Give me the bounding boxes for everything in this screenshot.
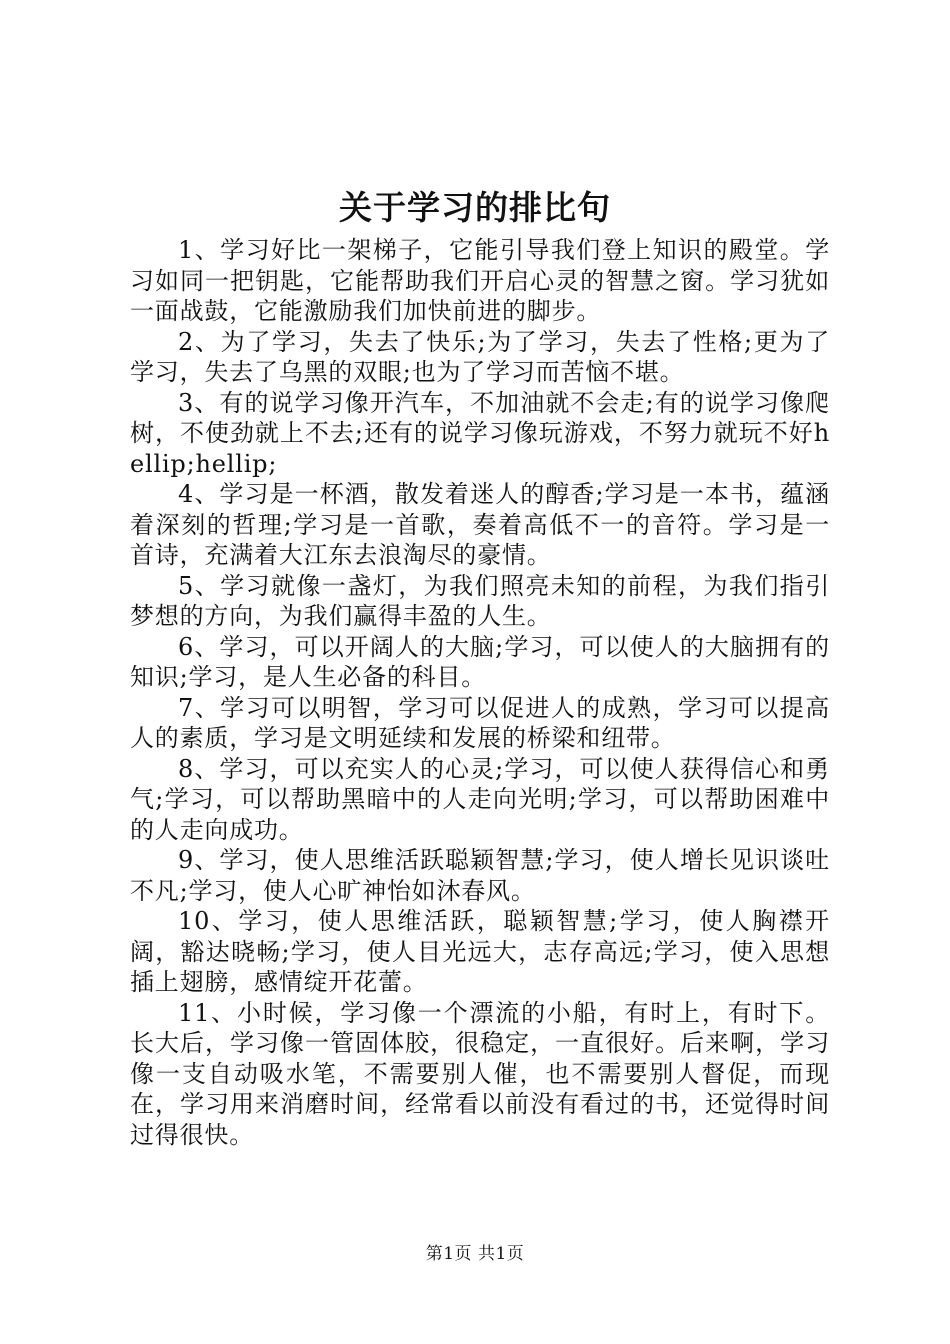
paragraph-11: 11、小时候，学习像一个漂流的小船，有时上，有时下。长大后，学习像一管固体胶，很稳定，一直很好。后来啊，学习像一支自动吸水笔，不需要别人催，也不需要别人督促，而现在，学习用来消磨时间，经常看以前没有看过的书，还觉得时间过得很快。: [130, 998, 830, 1149]
document-body: [130, 235, 830, 1150]
paragraph-4: 4、学习是一杯酒，散发着迷人的醇香;学习是一本书，蕴涵着深刻的哲理;学习是一首歌，奏着高低不一的音符。学习是一首诗，充满着大江东去浪淘尽的豪情。: [130, 480, 830, 569]
page-footer: 第1页 共1页: [425, 1244, 525, 1264]
paragraph-2: 2、为了学习，失去了快乐;为了学习，失去了性格;更为了学习，失去了乌黑的双眼;也为了学习而苦恼不堪。: [130, 327, 830, 386]
paragraph-5: 5、学习就像一盏灯，为我们照亮未知的前程，为我们指引梦想的方向，为我们赢得丰盈的人生。: [130, 571, 830, 630]
paragraph-6: 6、学习，可以开阔人的大脑;学习，可以使人的大脑拥有的知识;学习，是人生必备的科目。: [130, 632, 830, 691]
paragraph-3: 3、有的说学习像开汽车，不加油就不会走;有的说学习像爬树，不使劲就上不去;还有的说学习像玩游戏，不努力就玩不好hellip;hellip;: [130, 388, 830, 478]
paragraph-1: 1、学习好比一架梯子，它能引导我们登上知识的殿堂。学习如同一把钥匙，它能帮助我们开启心灵的智慧之窗。学习犹如一面战鼓，它能激励我们加快前进的脚步。: [130, 236, 830, 325]
paragraph-8: 8、学习，可以充实人的心灵;学习，可以使人获得信心和勇气;学习，可以帮助黑暗中的人走向光明;学习，可以帮助困难中的人走向成功。: [130, 754, 830, 844]
page-title: 关于学习的排比句: [339, 188, 611, 227]
paragraph-9: 9、学习，使人思维活跃聪颖智慧;学习，使人增长见识谈吐不凡;学习，使人心旷神怡如沐春风。: [130, 846, 830, 905]
paragraph-10: 10、学习，使人思维活跃，聪颖智慧;学习，使人胸襟开阔，豁达晓畅;学习，使人目光远大，志存高远;学习，使入思想插上翅膀，感情绽开花蕾。: [130, 907, 830, 996]
paragraph-7: 7、学习可以明智，学习可以促进人的成熟，学习可以提高人的素质，学习是文明延续和发展的桥梁和纽带。: [130, 693, 830, 752]
